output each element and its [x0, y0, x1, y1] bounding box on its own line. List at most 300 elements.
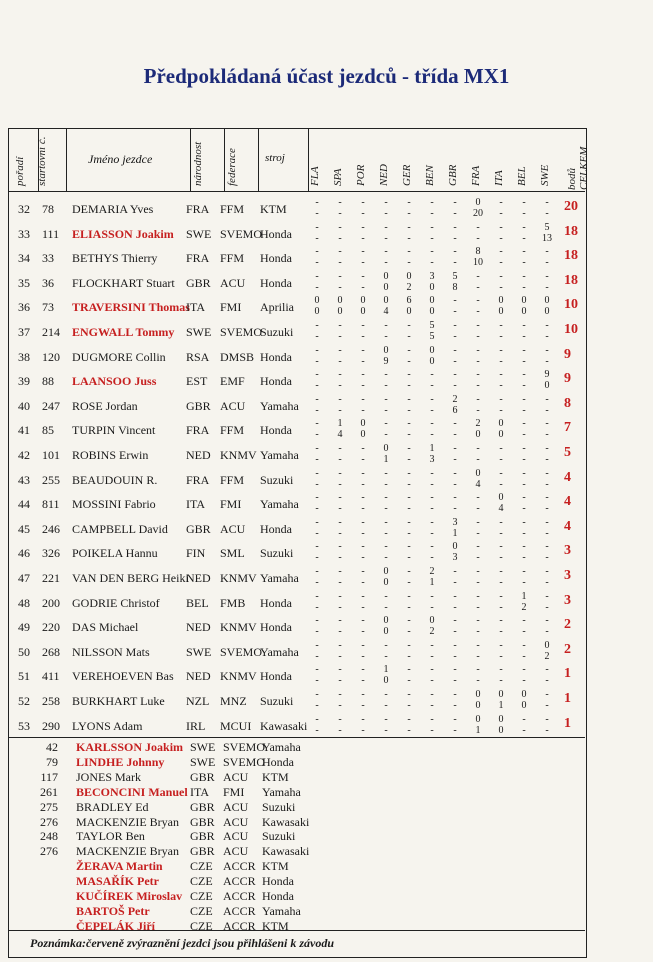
row-bike: Honda [260, 251, 292, 266]
round-score: - - [384, 590, 388, 613]
row-total-points: 1 [564, 691, 571, 706]
round-score: - - [384, 713, 388, 736]
extra-bike: Kawasaki [262, 844, 310, 859]
round-score: - - [545, 590, 549, 613]
round-score: 0 0 [360, 295, 366, 318]
round-score: 5 13 [542, 221, 552, 244]
row-start-number: 36 [42, 275, 54, 290]
round-score: - - [453, 418, 457, 441]
row-position: 48 [18, 595, 30, 610]
round-score: - - [315, 369, 319, 392]
table-row [8, 294, 585, 317]
extra-rider-name: KUČÍREK Miroslav [76, 889, 183, 903]
extra-bike: Yamaha [262, 740, 301, 754]
row-nationality: FRA [186, 202, 210, 216]
round-score: - - [384, 639, 388, 662]
extra-rider-name: MACKENZIE Bryan [76, 814, 179, 829]
round-score: - - [545, 246, 549, 269]
round-score: 0 2 [544, 639, 550, 662]
header-divider [224, 128, 225, 191]
extra-federation: SVEMO [223, 740, 266, 754]
round-score: - - [499, 516, 503, 539]
row-start-number: 268 [42, 644, 60, 659]
extra-start-number: 79 [46, 754, 58, 769]
row-total-points: 3 [564, 543, 571, 559]
round-score: - - [407, 197, 411, 219]
row-total-points: 9 [564, 346, 571, 362]
row-start-number: 220 [42, 620, 60, 635]
row-bike: Aprilia [260, 300, 294, 315]
extra-start-number: 261 [40, 784, 58, 799]
round-score: - - [315, 246, 319, 269]
row-bike: Yamaha [260, 448, 299, 462]
round-score: - - [338, 320, 342, 342]
round-score: - - [384, 418, 388, 441]
round-score: 8 10 [473, 246, 483, 269]
header-label: BEL [516, 166, 528, 186]
extra-nationality: GBR [190, 844, 215, 859]
table-row [8, 319, 585, 342]
round-score: - - [430, 516, 434, 539]
round-score: - - [407, 516, 411, 539]
header-label: SPA [332, 168, 344, 186]
round-score: - - [315, 516, 319, 539]
round-score: - - [407, 566, 411, 588]
round-score: - - [476, 270, 480, 293]
round-score: 0 2 [406, 270, 412, 293]
round-score: - - [430, 369, 434, 392]
round-score: - - [476, 344, 480, 367]
row-rider-name: DAS Michael [72, 620, 139, 635]
round-score: 1 4 [337, 418, 343, 441]
round-score: - - [476, 492, 480, 515]
extra-rider-name: TAYLOR Ben [76, 829, 145, 844]
round-score: - - [453, 590, 457, 613]
extra-nationality: SWE [190, 754, 216, 769]
row-position: 39 [18, 374, 30, 389]
row-federation: MCUI [220, 718, 252, 733]
row-federation: SVEMO [220, 644, 263, 659]
round-score: - - [453, 713, 457, 736]
extra-start-number: 248 [40, 829, 58, 844]
row-total-points: 10 [564, 297, 578, 313]
round-score: - - [338, 566, 342, 588]
round-score: - - [361, 443, 365, 465]
round-score: - - [407, 664, 411, 687]
extra-rider-name: LINDHE Johnny [76, 754, 165, 769]
round-score: - - [361, 393, 365, 416]
round-score: - - [338, 369, 342, 392]
extra-rider-name: BRADLEY Ed [76, 799, 149, 814]
row-bike: Honda [260, 374, 292, 389]
row-federation: MNZ [220, 694, 247, 708]
header-name: Jméno jezdce [88, 152, 153, 166]
round-score: 0 3 [452, 541, 458, 564]
row-federation: KNMV [220, 620, 257, 635]
round-score: - - [361, 664, 365, 687]
extra-rider-name: MASAŘÍK Petr [76, 874, 159, 889]
row-position: 49 [18, 620, 30, 635]
header-label: GER [401, 164, 413, 186]
extra-start-number: 276 [40, 844, 58, 859]
row-total-points: 4 [564, 518, 571, 534]
extra-federation: ACU [223, 844, 249, 859]
round-score: - - [545, 344, 549, 367]
round-score: 0 0 [383, 615, 389, 638]
row-position: 38 [18, 349, 30, 364]
round-score: 1 2 [521, 590, 527, 613]
header-label: pořadí [14, 156, 26, 186]
extra-rider-name: MACKENZIE Bryan [76, 844, 179, 859]
round-score: 3 0 [429, 270, 435, 293]
round-score: - - [407, 590, 411, 613]
row-nationality: SWE [186, 226, 212, 241]
round-score: - - [476, 590, 480, 613]
table-row [8, 344, 585, 367]
round-score: - - [384, 369, 388, 392]
row-rider-name: VAN DEN BERG Heiki [72, 571, 189, 585]
row-federation: SVEMO [220, 325, 263, 339]
round-score: 0 0 [337, 295, 343, 318]
row-bike: Suzuki [260, 472, 294, 487]
extra-nationality: CZE [190, 889, 213, 903]
round-score: - - [361, 516, 365, 539]
round-score: - - [407, 443, 411, 465]
row-position: 45 [18, 521, 30, 536]
extra-bike: Yamaha [262, 784, 301, 799]
row-federation: SVEMO [220, 226, 263, 241]
row-bike: Yamaha [260, 644, 299, 659]
extra-bike: Honda [262, 889, 294, 903]
round-score: - - [361, 320, 365, 342]
row-federation: KNMV [220, 571, 257, 585]
row-bike: Suzuki [260, 546, 294, 561]
round-score: - - [315, 393, 319, 416]
round-score: 6 0 [406, 295, 412, 318]
row-nationality: RSA [186, 349, 210, 364]
round-score: - - [338, 246, 342, 269]
header-label: FLA [309, 166, 321, 186]
row-bike: KTM [260, 202, 287, 216]
extra-start-number: 117 [40, 769, 58, 784]
round-score: - - [453, 492, 457, 515]
row-federation: EMF [220, 374, 245, 389]
round-score: - - [545, 320, 549, 342]
round-score: - - [315, 320, 319, 342]
row-position: 46 [18, 546, 30, 561]
header-divider [258, 128, 259, 191]
row-bike: Honda [260, 226, 292, 241]
row-nationality: EST [186, 374, 208, 389]
table-row [8, 368, 585, 391]
row-start-number: 214 [42, 325, 60, 339]
round-score: - - [361, 590, 365, 613]
header-label: federace [226, 148, 238, 186]
round-score: - - [522, 369, 526, 392]
round-score: - - [430, 664, 434, 687]
row-nationality: SWE [186, 644, 212, 659]
round-score: - - [499, 590, 503, 613]
round-score: - - [315, 541, 319, 564]
table-row [8, 245, 585, 268]
row-federation: FFM [220, 472, 245, 487]
round-score: - - [315, 467, 319, 490]
extra-start-number: 276 [40, 814, 58, 829]
row-position: 36 [18, 300, 30, 315]
table-row [8, 270, 585, 293]
section-divider [8, 737, 585, 738]
round-score: 2 0 [475, 418, 481, 441]
row-rider-name: BEAUDOUIN R. [72, 472, 158, 487]
round-score: - - [453, 689, 457, 711]
round-score: - - [476, 221, 480, 244]
round-score: 0 0 [475, 689, 481, 711]
round-score: - - [315, 713, 319, 736]
round-score: - - [453, 320, 457, 342]
row-total-points: 20 [564, 199, 578, 214]
table-row [8, 467, 585, 490]
table-row [8, 393, 585, 416]
round-score: 0 1 [383, 443, 389, 465]
table-row [8, 491, 585, 514]
extra-federation: ACCR [223, 903, 256, 918]
extra-nationality: GBR [190, 829, 215, 844]
row-rider-name: LAANSOO Juss [72, 374, 157, 389]
extra-bike: Suzuki [262, 829, 296, 844]
row-start-number: 111 [42, 226, 60, 241]
extra-federation: ACU [223, 829, 249, 844]
round-score: - - [499, 443, 503, 465]
round-score: - - [430, 467, 434, 490]
row-nationality: NZL [186, 694, 210, 708]
round-score: - - [545, 541, 549, 564]
extra-nationality: SWE [190, 740, 216, 754]
round-score: - - [338, 443, 342, 465]
row-total-points: 18 [564, 223, 578, 239]
extra-federation: ACU [223, 769, 249, 784]
table-row [8, 663, 585, 686]
round-score: - - [315, 689, 319, 711]
round-score: - - [499, 566, 503, 588]
round-score: - - [499, 393, 503, 416]
round-score: - - [430, 639, 434, 662]
row-position: 32 [18, 202, 30, 216]
row-rider-name: ROSE Jordan [72, 398, 138, 413]
extra-rider-name: JONES Mark [76, 769, 141, 784]
round-score: - - [315, 566, 319, 588]
row-start-number: 255 [42, 472, 60, 487]
round-score: - - [338, 467, 342, 490]
row-federation: FFM [220, 251, 245, 266]
round-score: - - [499, 639, 503, 662]
round-score: - - [476, 393, 480, 416]
round-score: - - [315, 221, 319, 244]
row-bike: Honda [260, 349, 292, 364]
header-divider [66, 128, 67, 191]
table-row [8, 221, 585, 244]
row-federation: FFM [220, 423, 245, 438]
row-start-number: 411 [42, 669, 60, 684]
round-score: 0 4 [475, 467, 481, 490]
extra-bike: KTM [262, 769, 289, 784]
extra-federation: FMI [223, 784, 245, 799]
row-nationality: NED [186, 448, 211, 462]
round-score: - - [407, 344, 411, 367]
round-score: 0 9 [383, 344, 389, 367]
round-score: - - [407, 393, 411, 416]
round-score: - - [315, 197, 319, 219]
row-federation: FFM [220, 202, 245, 216]
round-score: - - [453, 615, 457, 638]
round-score: - - [430, 246, 434, 269]
round-score: - - [453, 467, 457, 490]
round-score: - - [499, 344, 503, 367]
round-score: - - [476, 320, 480, 342]
row-bike: Kawasaki [260, 718, 308, 733]
round-score: - - [545, 443, 549, 465]
round-score: - - [545, 270, 549, 293]
row-position: 33 [18, 226, 30, 241]
row-start-number: 85 [42, 423, 54, 438]
round-score: - - [430, 590, 434, 613]
table-row [8, 196, 585, 219]
row-nationality: SWE [186, 325, 212, 339]
round-score: - - [476, 639, 480, 662]
round-score: - - [315, 492, 319, 515]
header-label: startovní č. [36, 136, 48, 186]
row-nationality: ITA [186, 497, 206, 512]
round-score: - - [476, 541, 480, 564]
row-total-points: 8 [564, 395, 571, 411]
round-score: - - [430, 689, 434, 711]
row-total-points: 10 [564, 322, 578, 337]
extra-rider-name: KARLSSON Joakim [76, 740, 184, 754]
round-score: 2 1 [429, 566, 435, 588]
row-position: 43 [18, 472, 30, 487]
row-federation: FMI [220, 300, 242, 315]
round-score: - - [476, 566, 480, 588]
row-total-points: 7 [564, 420, 571, 436]
round-score: - - [430, 492, 434, 515]
round-score: - - [384, 516, 388, 539]
round-score: - - [522, 270, 526, 293]
round-score: - - [545, 492, 549, 515]
round-score: - - [384, 197, 388, 219]
row-total-points: 4 [564, 494, 571, 510]
row-start-number: 290 [42, 718, 60, 733]
row-nationality: FRA [186, 423, 210, 438]
table-row [8, 516, 585, 539]
round-score: - - [361, 615, 365, 638]
row-nationality: GBR [186, 521, 211, 536]
row-nationality: GBR [186, 275, 211, 290]
round-score: - - [338, 221, 342, 244]
row-rider-name: DUGMORE Collin [72, 349, 166, 364]
round-score: 1 0 [383, 664, 389, 687]
round-score: - - [315, 615, 319, 638]
round-score: - - [499, 270, 503, 293]
row-start-number: 811 [42, 497, 60, 512]
round-score: - - [384, 492, 388, 515]
round-score: - - [361, 197, 365, 219]
round-score: - - [407, 418, 411, 441]
round-score: - - [407, 467, 411, 490]
round-score: 0 2 [429, 615, 435, 638]
round-score: - - [338, 344, 342, 367]
round-score: - - [476, 516, 480, 539]
row-bike: Honda [260, 669, 292, 684]
round-score: - - [499, 197, 503, 219]
row-total-points: 1 [564, 666, 571, 682]
round-score: - - [522, 516, 526, 539]
round-score: 5 5 [429, 320, 435, 342]
row-start-number: 246 [42, 521, 60, 536]
extra-nationality: GBR [190, 799, 215, 814]
header-label: POR [355, 164, 367, 186]
header-bike: stroj [265, 152, 285, 164]
row-start-number: 326 [42, 546, 60, 561]
round-score: - - [407, 369, 411, 392]
extra-bike: Yamaha [262, 903, 301, 918]
row-rider-name: MOSSINI Fabrio [72, 497, 156, 512]
round-score: - - [315, 590, 319, 613]
extra-rider-name: ČEPELÁK Jiří [76, 918, 156, 933]
round-score: - - [545, 664, 549, 687]
round-score: - - [545, 197, 549, 219]
row-position: 37 [18, 325, 30, 339]
round-score: - - [453, 295, 457, 318]
round-score: - - [430, 713, 434, 736]
round-score: - - [407, 639, 411, 662]
round-score: 9 0 [544, 369, 550, 392]
row-federation: ACU [220, 521, 246, 536]
extra-start-number: 275 [40, 799, 58, 814]
round-score: - - [338, 492, 342, 515]
round-score: - - [361, 221, 365, 244]
row-bike: Honda [260, 423, 292, 438]
header-label: BEN [424, 165, 436, 186]
round-score: - - [522, 320, 526, 342]
row-rider-name: GODRIE Christof [72, 595, 160, 610]
round-score: - - [407, 615, 411, 638]
extra-bike: KTM [262, 918, 289, 933]
round-score: - - [338, 197, 342, 219]
round-score: - - [338, 393, 342, 416]
round-score: - - [430, 197, 434, 219]
row-bike: Yamaha [260, 571, 299, 585]
round-score: 3 1 [452, 516, 458, 539]
round-score: 0 0 [429, 344, 435, 367]
round-score: - - [430, 418, 434, 441]
round-score: 0 0 [360, 418, 366, 441]
round-score: - - [430, 541, 434, 564]
footnote: Poznámka:červeně zvýraznění jezdci jsou přihlášeni k závodu [30, 936, 335, 950]
row-total-points: 3 [564, 568, 571, 583]
row-rider-name: TURPIN Vincent [72, 423, 156, 438]
row-rider-name: NILSSON Mats [72, 644, 150, 659]
row-start-number: 88 [42, 374, 54, 389]
row-nationality: NED [186, 669, 211, 684]
header-label: GBR [447, 164, 459, 186]
row-rider-name: ELIASSON Joakim [72, 226, 174, 241]
round-score: - - [453, 443, 457, 465]
row-start-number: 221 [42, 571, 60, 585]
extra-rider-name: ŽERAVA Martin [76, 859, 163, 874]
extra-federation: ACCR [223, 859, 256, 874]
note-divider [8, 930, 585, 931]
row-rider-name: BETHYS Thierry [72, 251, 158, 266]
row-position: 50 [18, 644, 30, 659]
